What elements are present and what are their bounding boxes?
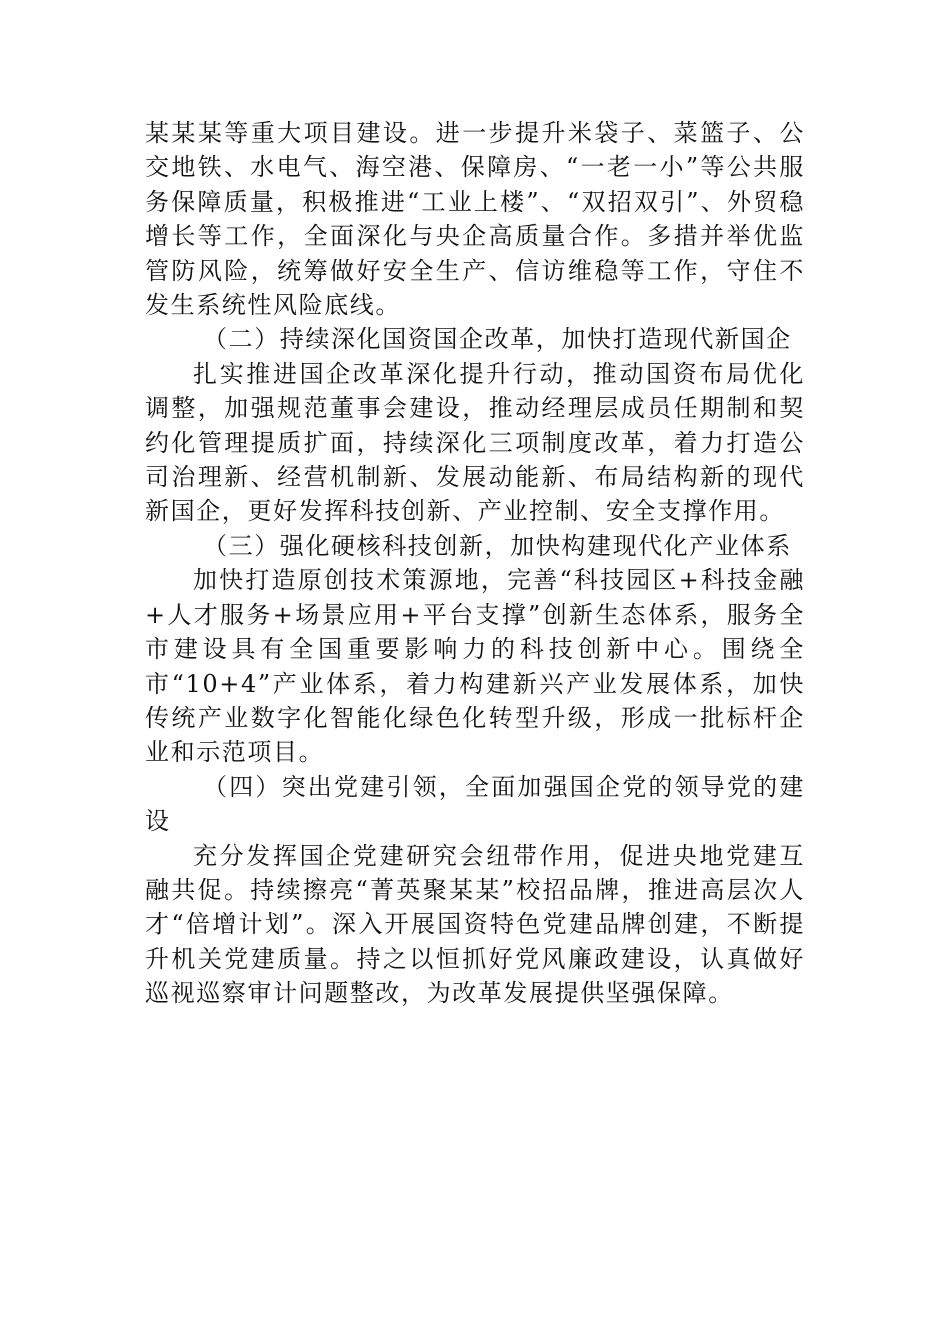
paragraph-tech-innovation: 加快打造原创技术策源地，完善“科技园区+科技金融+人才服务+场景应用+平台支撑”创新生态体系，服务全市建设具有全国重要影响力的科技创新中心。围绕全市“10+4”产业体系，着力构建新兴产业发展体系，加快传统产业数字化智能化绿色化转型升级，形成一批标杆企业和示范项目。 xyxy=(145,566,805,767)
paragraph-soe-reform: 扎实推进国企改革深化提升行动，推动国资布局优化调整，加强规范董事会建设，推动经理层成员任期制和契约化管理提质扩面，持续深化三项制度改革，着力打造公司治理新、经营机制新、发展动能新、布局结构新的现代新国企，更好发挥科技创新、产业控制、安全支撑作用。 xyxy=(145,359,805,526)
section-heading-2: （二）持续深化国资国企改革，加快打造现代新国企 xyxy=(203,325,792,354)
paragraph-party-building: 充分发挥国企党建研究会纽带作用，促进央地党建互融共促。持续擦亮“菁英聚某某”校招品牌，推进高层次人才“倍增计划”。深入开展国资特色党建品牌创建，不断提升机关党建质量。持之以恒抓好党风廉政建设，认真做好巡视巡察审计问题整改，为改革发展提供坚强保障。 xyxy=(145,841,805,1008)
paragraph-continued-projects: 某某某等重大项目建设。进一步提升米袋子、菜篮子、公交地铁、水电气、海空港、保障房、“一老一小”等公共服务保障质量，积极推进“工业上楼”、“双招双引”、外贸稳增长等工作，全面深化与央企高质量合作。多措并举优监管防风险，统筹做好安全生产、信访维稳等工作，守住不发生系统性风险底线。 xyxy=(145,119,805,320)
document-body xyxy=(145,116,805,1011)
section-heading-4: （四）突出党建引领，全面加强国企党的领导党的建设 xyxy=(145,772,805,836)
section-heading-3: （三）强化硬核科技创新，加快构建现代化产业体系 xyxy=(203,531,792,560)
